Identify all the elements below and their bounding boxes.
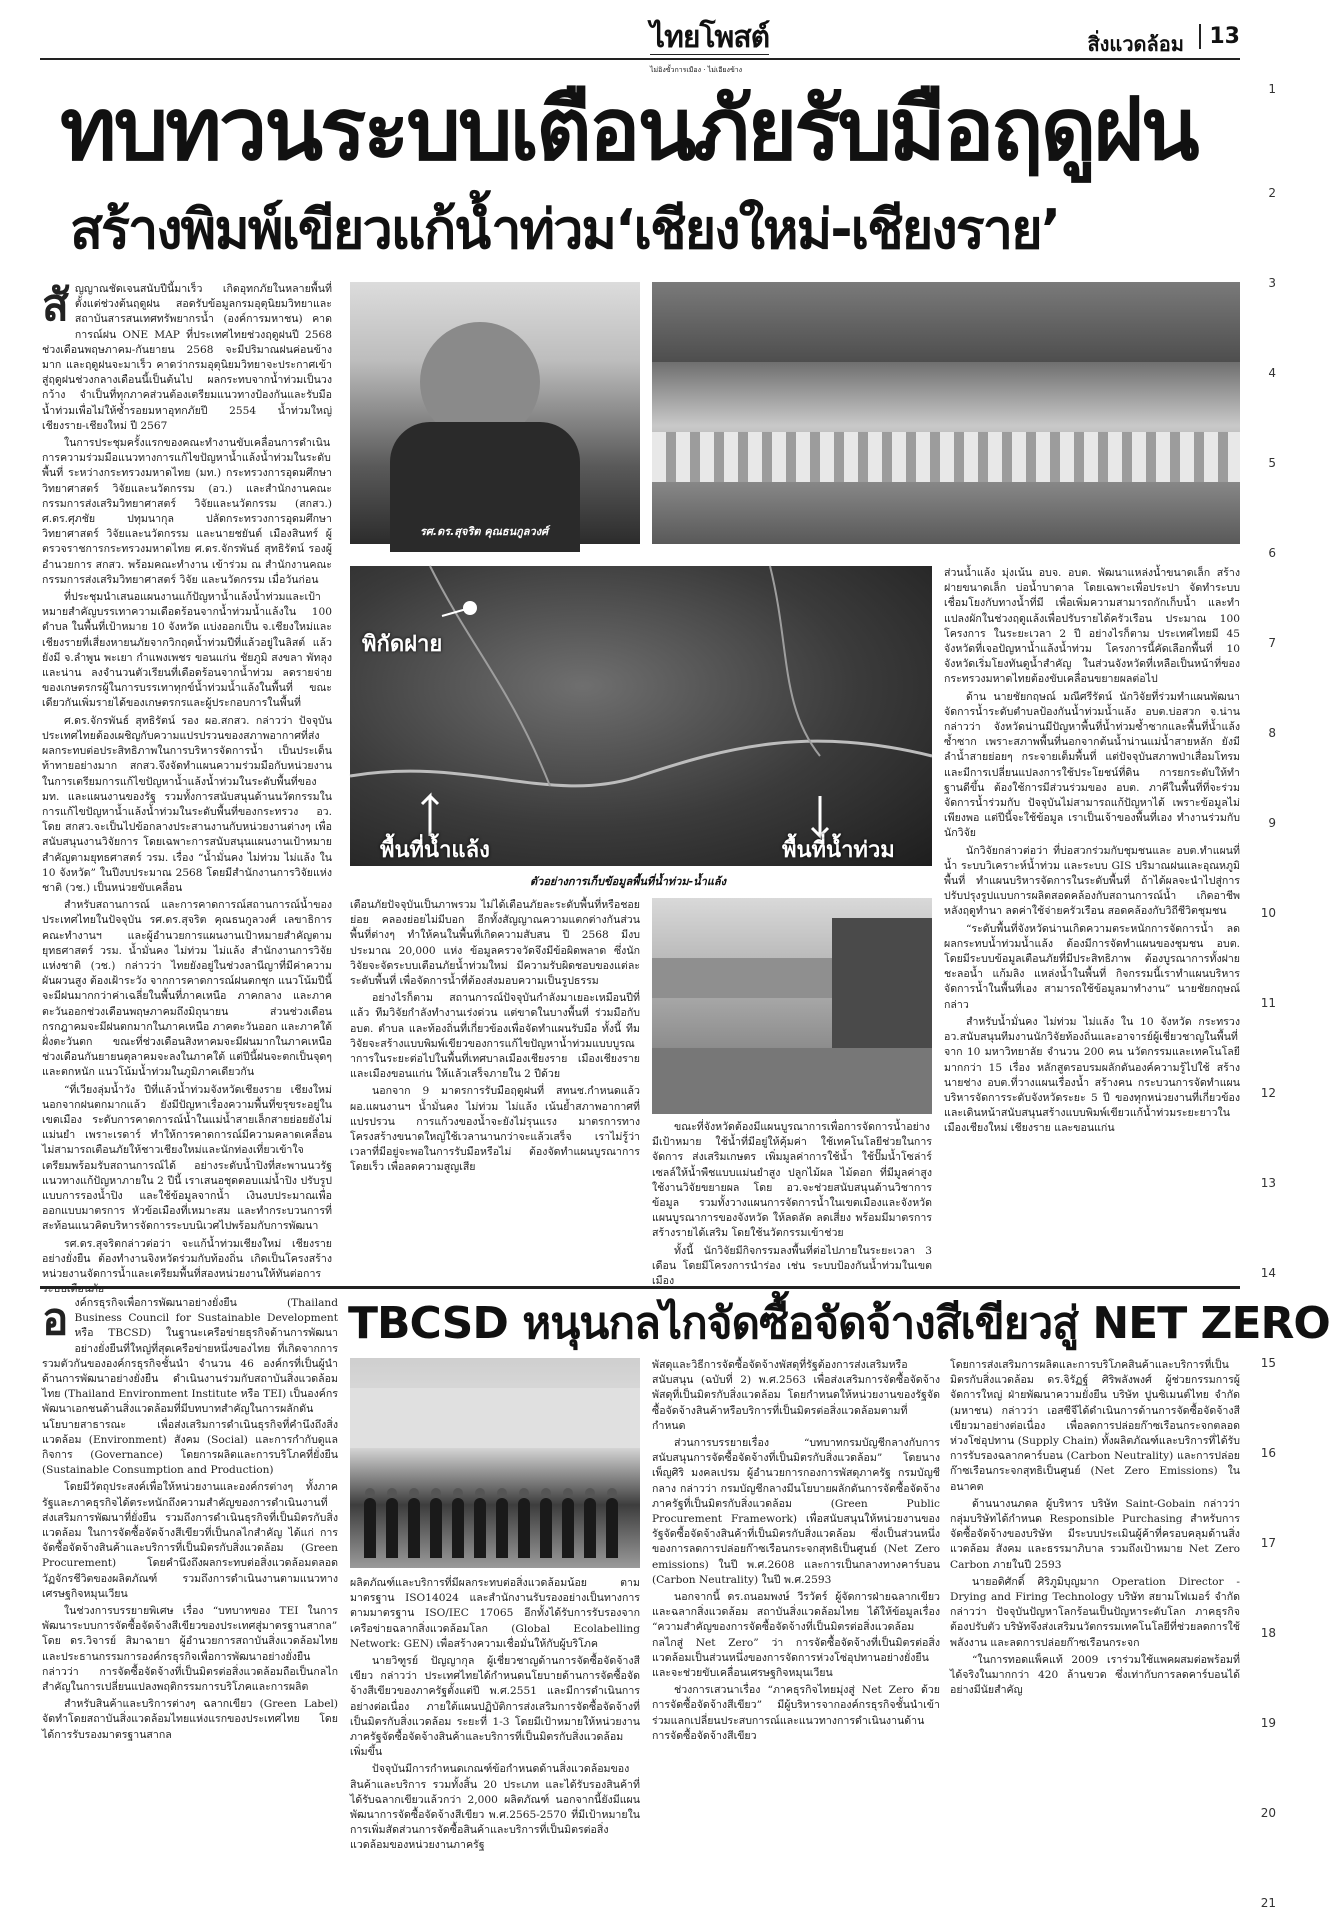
dropcap: สั — [42, 280, 69, 331]
page-number: 13 — [1199, 24, 1240, 49]
flood-water — [652, 1048, 932, 1114]
gutter-number: 7 — [1268, 636, 1276, 650]
group-photo — [350, 1358, 640, 1568]
paragraph: ส่วนการบรรยายเรื่อง “บทบาทกรมบัญชีกลางกับการสนับสนุนการจัดซื้อจัดจ้างที่เป็นมิตรกับสิ่งแวดล้อม” โดยนางเพ็ญศิริ มงคลเปรม ผู้อำนวยการกองการพัสดุภาครัฐ กรมบัญชีกลาง กล่าวว่า กรมบัญชีกลางมีนโยบายผลักดันการจัดซื้อจัดจ้างภาครัฐที่เป็นมิตรกับสิ่งแวดล้อม (Green Public Procurement Framework) เพื่อสนับสนุนให้หน่วยงานของรัฐจัดซื้อจัดจ้างสินค้าที่เป็นมิตรกับสิ่งแวดล้อม ซึ่งเป็นส่วนหนึ่งของการลดการปล่อยก๊าซเรือนกระจกสุทธิเป็นศูนย์ (Net Zero emissions) ในปี พ.ศ.2608 และการเป็นกลางทางคาร์บอน (Carbon Neutrality) ในปี พ.ศ.2593 — [652, 1437, 940, 1586]
article1-column-4 — [944, 566, 1240, 1282]
paragraph: อย่างไรก็ตาม สถานการณ์ปัจจุบันกำลังมาเยอะเหมือนปีที่แล้ว ทีมวิจัยกำลังทำงานเร่งด่วน แต่ขาดในบางพื้นที่ ร่วมมือกับ อบต. ตำบล และท้องถิ่นที่เกี่ยวข้องเพื่อจัดทำแผนรับมือ ทั้งนี้ ทีมวิจัยจะสร้างแบบพิมพ์เขียวของการแก้ไขปัญหาน้ำท่วมแบบบูรณาการในระยะต่อไปในพื้นที่เทศบาลเมืองเชียงราย เมืองเชียงราย และเมืองขอนแก่น ให้แล้วเสร็จภายใน 2 ปีด้วย — [350, 992, 640, 1081]
newspaper-logo — [650, 20, 770, 74]
gutter-number: 13 — [1260, 1176, 1276, 1190]
masthead — [40, 20, 1240, 74]
article-divider — [40, 1286, 1240, 1289]
gutter-number: 19 — [1260, 1716, 1276, 1730]
gutter-number: 15 — [1260, 1356, 1276, 1370]
gutter-number: 14 — [1260, 1266, 1276, 1280]
flooded-town-photo — [652, 898, 932, 1114]
paragraph: ที่ประชุมนำเสนอแผนงานแก้ปัญหาน้ำแล้งน้ำท่วมและเป้าหมายสำคัญบรรเทาความเดือดร้อนจากน้ำท่วมน้ำแล้งใน 100 ตำบล ในพื้นที่เป้าหมาย 10 จังหวัด แบ่งออกเป็น จ.เชียงใหม่และเชียงรายที่เสี่ยงหายนภัยจากวิกฤตน้ำท่วมปีที่แล้วอยู่ในลิสต์ แล้วยังมี จ.ลำพูน พะเยา กำแพงเพชร ขอนแก่น ชัยภูมิ สงขลา พัทลุง และน่าน ลงจำนวนตัวเรียนที่เดือดร้อนจากน้ำท่วม ลดรายจ่ายของเกษตรกรผู้ในการบรรเทาทุกข์น้ำท่วมน้ำแล้งในพื้นที่ ขณะเดียวกันเพิ่มรายได้ของเกษตรกรและผู้ประกอบการในพื้นที่ — [42, 591, 332, 710]
logo-text: ไทยโพสต์ — [650, 20, 770, 55]
tributary-line — [430, 566, 550, 786]
paragraph: นอกจาก 9 มาตรการรับมือฤดูฝนที่ สทนช.กำหนดแล้ว ผอ.แผนงานฯ น้ำมั่นคง ไม่ท่วม ไม่แล้ง เน้นย้ำสภาพอากาศที่แปรปรวน การแก้วงของน้ำจะยังไม่รุนแรง มาตรการทางโครงสร้างขนาดใหญ่ใช้เวลานานกว่าจะแล้วเสร็จ เราไม่รู้ว่าเวลาที่มีอยู่จะพอในการรับมือหรือไม่ ต้องจัดทำแผนบูรณาการโดยเร็ว เพื่อลดความสูญเสีย — [350, 1085, 640, 1174]
article2-column-2 — [350, 1576, 640, 1912]
article2-column-1 — [42, 1296, 338, 1912]
paragraph: ด้านนางนภดล ผู้บริหาร บริษัท Saint-Gobain กล่าวว่า กลุ่มบริษัทได้กำหนด Responsible Purchasing สำหรับการจัดซื้อจัดจ้างของบริษัท มีระบบประเมินผู้ค้าที่ครอบคลุมด้านสิ่งแวดล้อม สังคม และธรรมาภิบาล รวมถึงเป้าหมาย Net Zero Carbon ภายในปี 2593 — [950, 1497, 1240, 1571]
person-shape — [408, 1498, 420, 1558]
backdrop-banner — [350, 1388, 640, 1448]
paragraph: โดยการส่งเสริมการผลิตและการบริโภคสินค้าและบริการที่เป็นมิตรกับสิ่งแวดล้อม ดร.จิรัฏฐ์ ศิริพลังพงศ์ ผู้ช่วยกรรมการผู้จัดการใหญ่ ฝ่ายพัฒนาความยั่งยืน บริษัท ปูนซิเมนต์ไทย จำกัด (มหาชน) กล่าวว่า เอสซีจีได้ดำเนินการด้านการจัดซื้อจัดจ้างสีเขียวมาอย่างต่อเนื่อง เพื่อลดการปล่อยก๊าซเรือนกระจกตลอดห่วงโซ่อุปทาน (Supply Chain) ทั้งผลิตภัณฑ์และบริการที่ได้รับการรับรองฉลากคาร์บอน (Carbon Neutrality) และการปล่อยก๊าซเรือนกระจกสุทธิเป็นศูนย์ (Net Zero Emissions) ในอนาคต — [950, 1359, 1240, 1493]
gutter-number: 1 — [1268, 82, 1276, 96]
photo-caption: รศ.ดร.สุจริต คุณธนกูลวงศ์ — [420, 525, 549, 538]
paragraph: ทั้งนี้ นักวิจัยมีกิจกรรมลงพื้นที่ต่อไปภายในระยะเวลา 3 เดือน โดยมีโครงการนำร่อง เช่น ระบบป้องกันน้ำท่วมในเขตเมือง — [652, 1244, 932, 1288]
gutter-number: 2 — [1268, 186, 1276, 200]
paragraph: ขณะที่จังหวัดต้องมีแผนบูรณาการเพื่อการจัดการน้ำอย่างมีเป้าหมาย ใช้น้ำที่มีอยู่ให้คุ้มค่า ใช้เทคโนโลยีช่วยในการจัดการ ส่งเสริมเกษตร เพิ่มมูลค่าการใช้น้ำ ใช้ปั๊มน้ำโซล่าร์เซลล์ให้น้ำพืชแบบแม่นยำสูง ปลูกไม้ผล ไม้ดอก ที่มีมูลค่าสูง ใช้งานวิจัยขยายผล โดย อว.จะช่วยสนับสนุนด้านวิชาการ ข้อมูล รวมทั้งวางแผนการจัดการน้ำในเขตเมืองและจังหวัดแผนบูรณาการของจังหวัด ให้ลดลัด ลดเสี่ยง พร้อมมีมาตรการสร้างรายได้เสริม โดยใช้นวัตกรรมเข้าช่วย — [652, 1121, 932, 1240]
gutter-number: 16 — [1260, 1446, 1276, 1460]
dropcap: อ — [42, 1294, 69, 1345]
paragraph: “ในการทอดแพ็คแท้ 2009 เราร่วมใช้แพคผสมต่อพร้อมที่ได้จริงในมากกว่า 420 ล้านขวด ซึ่งเท่ากับการลดคาร์บอนได้อย่างมีนัยสำคัญ — [950, 1653, 1240, 1697]
paragraph: ปัจจุบันมีการกำหนดเกณฑ์ข้อกำหนดด้านสิ่งแวดล้อมของสินค้าและบริการ รวมทั้งสิ้น 20 ประเภท และได้รับรองสินค้าที่ได้รับฉลากเขียวแล้วกว่า 2,000 ผลิตภัณฑ์ นอกจากนี้ยังมีแผนพัฒนาการจัดซื้อจัดจ้างสีเขียว พ.ศ.2565-2570 ที่มีเป้าหมายในการเพิ่มสัดส่วนการจัดซื้อสินค้าและบริการที่เป็นมิตรต่อสิ่งแวดล้อมของหน่วยงานภาครัฐ — [350, 1763, 640, 1852]
tributary-line — [770, 566, 820, 756]
paragraph: สำหรับสินค้าและบริการต่างๆ ฉลากเขียว (Green Label) จัดทำโดยสถาบันสิ่งแวดล้อมไทยแห่งแรกของประเทศไทย โดยได้การรับรองมาตรฐานสากล — [42, 1698, 338, 1741]
paragraph: “ที่เวียงลุ่มน้ำวัง ปีที่แล้วน้ำท่วมจังหวัดเชียงราย เชียงใหม่ นอกจากฝนตกมากแล้ว ยังมีปัญหาเรื่องความพื้นที่ขรุขระอยู่ในเขตเมือง ระดับการคาดการณ์น้ำในแม่น้ำสายเล็กสายย่อยยังไม่แม่นยำ เพราะเรดาร์ ทำให้การคาดการณ์มีความคลาดเคลื่อน ไม่สามารถเตือนภัยให้ชาวเชียงใหม่และนักท่องเที่ยวเข้าใจ เตรียมพร้อมรับสถานการณ์ได้ อย่างระดับน้ำปิงที่สะพานนวรัฐ แนวทางแก้ปัญหาภายใน 2 ปีนี้ เราเสนอชุดตอบแม่น้ำปิง ปรับรูปแบบการรองน้ำปิง และใช้ข้อมูลจากน้ำ เงินงบประมาณเพื่อออกแบบมาตรการ หัวข้อเมืองที่เหมาะสม และทำกระบวนการที่สะท้อนแนวคิดบริหารจัดการระบบนิเวศไปพร้อมกับการพัฒนา — [42, 1083, 332, 1233]
person-shape — [518, 1498, 530, 1558]
up-arrow-icon — [422, 796, 438, 836]
article1-column-3 — [652, 1120, 932, 1288]
tree-line — [652, 282, 1240, 362]
person-shape — [496, 1498, 508, 1558]
person-shape — [364, 1498, 376, 1558]
gutter-number: 8 — [1268, 726, 1276, 740]
paragraph: นอกจากนี้ ดร.ถนอมพงษ์ วีรวัตร์ ผู้จัดการฝ่ายฉลากเขียวและฉลากสิ่งแวดล้อม สถาบันสิ่งแวดล้อมไทย ได้ให้ข้อมูลเรื่อง “ความสำคัญของการจัดซื้อจัดจ้างที่เป็นมิตรต่อสิ่งแวดล้อม กลไกสู่ Net Zero” ว่า การจัดซื้อจัดจ้างที่เป็นมิตรต่อสิ่งแวดล้อมเป็นส่วนหนึ่งของการจัดการห่วงโซ่อุปทานอย่างยั่งยืน และจะช่วยขับเคลื่อนเศรษฐกิจหมุนเวียน — [652, 1591, 940, 1680]
speaker-photo — [350, 282, 640, 544]
map-caption: ตัวอย่างการเก็บข้อมูลพื้นที่น้ำท่วม-น้ำแล้ง — [530, 875, 727, 888]
person-shape — [452, 1498, 464, 1558]
person-shape — [584, 1498, 596, 1558]
river-photo — [652, 282, 1240, 544]
gutter-number: 10 — [1260, 906, 1276, 920]
paragraph: พัสดุและวิธีการจัดซื้อจัดจ้างพัสดุที่รัฐต้องการส่งเสริมหรือสนับสนุน (ฉบับที่ 2) พ.ศ.2563 เพื่อส่งเสริมการจัดซื้อจัดจ้างพัสดุที่เป็นมิตรกับสิ่งแวดล้อม โดยกำหนดให้หน่วยงานของรัฐจัดซื้อจัดจ้างสินค้าหรือบริการที่เป็นมิตรต่อสิ่งแวดล้อมตามที่กำหนด — [652, 1359, 940, 1432]
location-pin-icon — [463, 601, 477, 615]
article1-column-1 — [42, 280, 332, 1296]
paragraph: ในช่วงการบรรยายพิเศษ เรื่อง “บทบาทของ TEI ในการพัฒนาระบบการจัดซื้อจัดจ้างสีเขียวของประเทศสู่มาตรฐานสากล” โดย ดร.วิจารย์ สิมาฉายา ผู้อำนวยการสถาบันสิ่งแวดล้อมไทย และประธานกรรมการองค์กรธุรกิจเพื่อการพัฒนาอย่างยั่งยืน กล่าวว่า การจัดซื้อจัดจ้างที่เป็นมิตรต่อสิ่งแวดล้อมถือเป็นกลไกสำคัญในการเปลี่ยนแปลงพฤติกรรมการบริโภคและการผลิต — [42, 1605, 338, 1694]
article1-column-2 — [350, 898, 640, 1282]
paragraph: รศ.ดร.สุจริตกล่าวต่อว่า จะแก้น้ำท่วมเชียงใหม่ เชียงรายอย่างยั่งยืน ต้องทำงานจิงหวัดร่วมกับท้องถิ่น เกิดเป็นโครงสร้างหน่วยงานจัดการน้ำและเตรียมพื้นที่สองหน่วยงานให้ทันต่อการระบบเตือนภัย — [42, 1237, 332, 1296]
gutter-number: 18 — [1260, 1626, 1276, 1640]
river-line — [350, 741, 932, 786]
paragraph: ศ.ดร.จักรพันธ์ สุทธิรัตน์ รอง ผอ.สกสว. กล่าวว่า ปัจจุบันประเทศไทยต้องเผชิญกับความแปรปรวนของสภาพอากาศที่ส่งผลกระทบต่อประสิทธิภาพในการบริหารจัดการน้ำ เป็นประเด็นท้าทายอย่างมาก สกสว.จึงจัดทำแผนความร่วมมือกับหน่วยงานในการเตรียมการแก้ไขปัญหาน้ำแล้งน้ำท่วมในระดับพื้นที่ของ มท. และแผนงานของรัฐ รวมทั้งการสนับสนุนด้านนวัตกรรมในการแก้ไขปัญหาน้ำแล้งน้ำท่วมในระดับพื้นที่ของกระทรวง อว. โดย สกสว.จะเป็นไปข้อกลางประสานงานกับหน่วยงานต่างๆ เพื่อสนับสนุนงานวิจัยการ โดยเฉพาะการสนับสนุนแผนงานเป้าหมายสำคัญตามยุทธศาสตร์ วรม. เรื่อง “น้ำมั่นคง ไม่ท่วม ไม่แล้ง ใน 10 จังหวัด” ในปีงบประมาณ 2568 โดยมีสำนักงานการวิจัยแห่งชาติ (วช.) เป็นหน่วยขับเคลื่อน — [42, 714, 332, 894]
paragraph: ช่วงการเสวนาเรื่อง “ภาคธุรกิจไทยมุ่งสู่ Net Zero ด้วยการจัดซื้อจัดจ้างสีเขียว” มีผู้บริหารจากองค์กรธุรกิจชั้นนำเข้าร่วมแลกเปลี่ยนประสบการณ์และแนวทางการดำเนินงานด้านการจัดซื้อจัดจ้างสีเขียว — [652, 1684, 940, 1742]
gutter-number: 9 — [1268, 816, 1276, 830]
article-subhead: สร้างพิมพ์เขียวแก้น้ำท่วม‘เชียงใหม่-เชียงราย’ — [70, 198, 1060, 261]
section-name: สิ่งแวดล้อม — [1087, 32, 1184, 56]
paragraph: สำหรับน้ำมั่นคง ไม่ท่วม ไม่แล้ง ใน 10 จังหวัด กระทรวง อว.สนับสนุนทีมงานนักวิจัยท้องถิ่นและอาจารย์ผู้เชี่ยวชาญในพื้นที่จาก 10 มหาวิทยาลัย จำนวน 200 คน นวัตกรรมและเทคโนโลยีมากกว่า 15 เรื่อง หลักสูตรอบรมผลักดันองค์ความรู้ไปใช้ สร้างนายช่าง อบต.ที่วางแผนเรื่องน้ำ สร้างคน กระบวนการจัดทำแผนบริหารจัดการระดับจังหวัดระยะ 5 ปี ของทุกหน่วยงานที่เกี่ยวข้อง และเดินหน้าสนับสนุนสร้างแบบพิมพ์เขียวแก้น้ำท่วมระยะยาวในเมืองเชียงใหม่ เชียงราย และขอนแก่น — [944, 1015, 1240, 1135]
gutter-number: 4 — [1268, 366, 1276, 380]
paragraph: สำหรับสถานการณ์ และการคาดการณ์สถานการณ์น้ำของประเทศไทยในปัจจุบัน รศ.ดร.สุจริต คุณธนกูลวงศ์ เลขาธิการคณะทำงานฯ และผู้อำนวยการแผนงานเป้าหมายสำคัญตามยุทธศาสตร์ วรม. น้ำมั่นคง ไม่ท่วม ไม่แล้ง สำนักงานการวิจัยแห่งชาติ (วช.) กล่าวว่า ไทยยังอยู่ในช่วงลานีญาที่มีค่าความผันผวนสูง ต้องเฝ้าระวัง จากการคาดการณ์ฝนตกชุก แนวโน้มปีนี้จะมีฝนมากกว่าค่าเฉลี่ยในพื้นที่ภาคเหนือ ภาคกลาง และภาคตะวันออกช่วงเดือนพฤษภาคมถึงมิถุนายน ส่วนช่วงเดือนกรกฎาคมจะมีฝนตกมากในภาคเหนือ ภาคตะวันออก และภาคใต้ฝั่งตะวันตก ขณะที่ช่วงเดือนสิงหาคมจะมีฝนมากในภาคเหนือ ช่วงเดือนกันยายนตุลาคมจะลงในภาคใต้ แต่ปีนี้ฝนจะตกเป็นจุดๆ และตกหนัก แนวโน้มน้ำท่วมในภูมิภาคเดียวกัน — [42, 899, 332, 1079]
map-label-flood: พื้นที่น้ำท่วม — [782, 838, 895, 863]
gutter-number: 20 — [1260, 1806, 1276, 1820]
paragraph: นักวิจัยกล่าวต่อว่า ที่บ่อสวกร่วมกับชุมชนและ อบต.ทำแผนที่น้ำ ระบบวิเคราะห์น้ำท่วม และระบบ GIS ปริมาณฝนและอุณหภูมิพื้นที่ ทำแผนบริหารจัดการในระดับพื้นที่ ถ้าได้ผลจะนำไปสู่การปรับปรุงรูปแบบการผลิตสอดคล้องกับสถานการณ์น้ำ เกิดอาชีพหลังฤดูทำนา ลดค่าใช้จ่ายครัวเรือน สอดคล้องกับวิถีชีวิตชุมชน — [944, 844, 1240, 918]
flood-drought-map — [350, 566, 932, 866]
article2-column-3 — [652, 1358, 940, 1912]
person-shape — [474, 1498, 486, 1558]
gutter-number: 6 — [1268, 546, 1276, 560]
paragraph: นายอดิศักดิ์ ศิริภูมิบุญมาก Operation Director - Drying and Firing Technology บริษัท สยามโฟเมอร์ จำกัด กล่าวว่า ปัจจุบันปัญหาโลกร้อนเป็นปัญหาระดับโลก ภาคธุรกิจต้องปรับตัว บริษัทจึงส่งเสริมนวัตกรรมเทคโนโลยีที่ช่วยลดการใช้พลังงาน และลดการปล่อยก๊าซเรือนกระจก — [950, 1575, 1240, 1649]
paragraph: งค์กรธุรกิจเพื่อการพัฒนาอย่างยั่งยืน (Thailand Business Council for Sustainable Development หรือ TBCSD) ในฐานะเครือข่ายธุรกิจด้านการพัฒนาอย่างยั่งยืนที่ใหญ่ที่สุดเครือข่ายหนึ่งของไทย ที่เกิดจากการรวมตัวกันขององค์กรธุรกิจชั้นนำ จำนวน 46 องค์กรที่เป็นผู้นำด้านการพัฒนาอย่างยั่งยืน ดำเนินงานร่วมกับสถาบันสิ่งแวดล้อมไทย (Thailand Environment Institute หรือ TEI) เป็นองค์กรพัฒนาเอกชนด้านสิ่งแวดล้อมที่มีบทบาทสำคัญในการผลักดันนโยบายสาธารณะ เพื่อส่งเสริมการดำเนินธุรกิจที่คำนึงถึงสิ่งแวดล้อม (Environment) สังคม (Social) และการกำกับดูแลกิจการ (Governance) โดยการผลิตและการบริโภคที่ยั่งยืน (Sustainable Consumption and Production) — [42, 1297, 338, 1477]
logo-tagline: ไม่อิงขั้วการเมือง · ไม่เอียงข้าง — [650, 66, 743, 74]
rapids-water — [652, 432, 1240, 482]
gutter-number: 5 — [1268, 456, 1276, 470]
paragraph: ในการประชุมครั้งแรกของคณะทำงานขับเคลื่อนการดำเนินการความร่วมมือแนวทางการแก้ไขปัญหาน้ำแล้งน้ำท่วมในระดับพื้นที่ ระหว่างกระทรวงมหาดไทย (มท.) กระทรวงการอุดมศึกษา วิทยาศาสตร์ วิจัยและนวัตกรรม (อว.) และสำนักงานคณะกรรมการส่งเสริมวิทยาศาสตร์ วิจัยและนวัตกรรม (สกสว.) ศ.ดร.ศุภชัย ปทุมนากุล ปลัดกระทรวงการอุดมศึกษา วิทยาศาสตร์ วิจัยและนวัตกรรม และนายชยันต์ เมืองสินทร์ ผู้ตรวจราชการกระทรวงมหาดไทย ศ.ดร.จักรพันธ์ สุทธิรัตน์ รองผู้อำนวยการ สกสว. พร้อมคณะทำงาน เข้าร่วม ณ สำนักงานคณะกรรมการส่งเสริมวิทยาศาสตร์ วิจัย และนวัตกรรม เมื่อวันก่อน — [42, 437, 332, 586]
person-shape — [430, 1498, 442, 1558]
person-shape — [562, 1498, 574, 1558]
down-arrow-icon — [812, 796, 828, 836]
paragraph: ด้าน นายชัยกฤษณ์ มณีศรีรัตน์ นักวิจัยที่ร่วมทำแผนพัฒนาจัดการน้ำระดับตำบลป้องกันน้ำท่วมน้ำแล้ง อบต.บ่อสวก จ.น่าน กล่าวว่า จังหวัดน่านมีปัญหาพื้นที่น้ำท่วมซ้ำซากและพื้นที่น้ำแล้งซ้ำซาก เพราะสภาพพื้นที่นอกจากต้นน้ำน่านแม่น้ำสายหลัก ยังมีลำน้ำสายย่อยๆ กระจายเต็มพื้นที่ แต่ปัจจุบันสภาพป่าเสื่อมโทรมและมีการเปลี่ยนแปลงการใช้ประโยชน์ที่ดิน การยกระดับให้ทำฐานดีขึ้น ต้องใช้การมีส่วนร่วมของ อบต. ภาคีในพื้นที่ที่จะร่วมจัดการน้ำร่วมกับ ปัจจุบันไม่สามารถแก้ปัญหาได้ เพราะข้อมูลไม่เพียงพอ แต่ปีนี้จะใช้ข้อมูล เราเป็นเจ้าของพื้นที่เอง ทำงานร่วมกับนักวิจัย — [944, 690, 1240, 840]
gutter-number: 12 — [1260, 1086, 1276, 1100]
gutter-number: 3 — [1268, 276, 1276, 290]
paragraph: เตือนภัยปัจจุบันเป็นภาพรวม ไม่ได้เตือนภัยละระดับพื้นที่หรือชอยย่อย คลองย่อยไม่มีบอก อีกทั้งสัญญาณความแตกต่างกันส่วนพื้นที่ต่างๆ ทำให้คนในพื้นที่เกิดความสับสน ปี 2568 มีงบประมาณ 20,000 แห่ง ข้อมูลครวจวัดจึงมีข้อผิดพลาด ซึ่งนักวิจัยจะจัดระบบเตือนภัยน้ำท่วมใหม่ มีความรับผิดชอบของแต่ละระดับพื้นที่ เพื่อจัดการน้ำที่ต้องส่งมอบความเป็นรูปธรรม — [350, 899, 640, 988]
gutter-number: 17 — [1260, 1536, 1276, 1550]
paragraph: ผลิตภัณฑ์และบริการที่มีผลกระทบต่อสิ่งแวดล้อมน้อย ตามมาตรฐาน ISO14024 และสำนักงานรับรองอย่างเป็นทางการตามมาตรฐาน ISO/IEC 17065 อีกทั้งได้รับการรับรองจากเครือข่ายฉลากสิ่งแวดล้อมโลก (Global Ecolabelling Network: GEN) เพื่อสร้างความเชื่อมั่นให้กับผู้บริโภค — [350, 1577, 640, 1650]
article2-headline: TBCSD หนุนกลไกจัดซื้อจัดจ้างสีเขียวสู่ NET ZERO — [348, 1298, 1330, 1349]
paragraph: “ระดับพื้นที่จังหวัดน่านเกิดความตระหนักการจัดการน้ำ ลดผลกระทบน้ำท่วมน้ำแล้ง ต้องมีการจัดทำแผนของชุมชน อบต. โดยมีระบบข้อมูลเตือนภัยที่มีประสิทธิภาพ ต้องบูรณาการทั้งฝายชะลอน้ำ แก้มลิง แหล่งน้ำในพื้นที่ กิจกรรมนี้เราทำแผนบริหารจัดการน้ำในพื้นที่เอง สามารถใช้ข้อมูลมาทำงาน” นายชัยกฤษณ์กล่าว — [944, 922, 1240, 1011]
person-shape — [386, 1498, 398, 1558]
person-shape — [606, 1498, 618, 1558]
map-rivers — [350, 566, 932, 866]
gutter-number: 11 — [1260, 996, 1276, 1010]
gutter-number: 21 — [1260, 1896, 1276, 1910]
article2-column-4 — [950, 1358, 1240, 1912]
paragraph: ส่วนน้ำแล้ง มุ่งเน้น อบจ. อบต. พัฒนาแหล่งน้ำขนาดเล็ก สร้างฝายขนาดเล็ก บ่อน้ำบาดาล โดยเฉพาะเพื่อประปา จัดทำระบบเชื่อมโยงกับทางน้ำที่มี เพื่อเพิ่มความสามารถกักเก็บน้ำ และทำแปลงผักในช่วงฤดูแล้งเพื่อปรับรายได้ครัวเรือน ประมาณ 100 โครงการ ในระยะเวลา 2 ปี อย่างไรก็ตาม ประเทศไทยมี 45 จังหวัดที่เจอปัญหาน้ำแล้งน้ำท่วม โครงการนี้คัดเลือกพื้นที่ 10 จังหวัดเริ่มโยงทันดูน้ำสำคัญ ในส่วนจังหวัดที่เหลือเป็นหน้าที่ของกระทรวงมหาดไทยต้องขับเคลื่อนขยายผลต่อไป — [944, 567, 1240, 686]
paragraph: ญญาณชัดเจนสนับปีนี้มาเร็ว เกิดอุทกภัยในหลายพื้นที่ตั้งแต่ช่วงต้นฤดูฝน สอดรับข้อมูลกรมอุตุนิยมวิทยาและสถาบันสารสนเทศทรัพยากรน้ำ (องค์การมหาชน) คาดการณ์ฝน ONE MAP ที่ประเทศไทยช่วงฤดูฝนปี 2568 ช่วงเดือนพฤษภาคม-กันยายน 2568 จะมีปริมาณฝนค่อนข้างมาก และฤดูฝนจะมาเร็ว คาดว่ากรมอุตุนิยมวิทยาจะประกาศเข้าสู่ฤดูฝนช่วงกลางเดือนนี้เป็นต้นไป ผลกระทบจากน้ำท่วมเป็นวงกว้าง จำเป็นที่ทุกภาคส่วนต้องเตรียมแนวทางป้องกันและรับมือน้ำท่วมเพื่อไม่ให้ซ้ำรอยมหาอุทกภัยปี 2554 น้ำท่วมใหญ่เชียงราย-เชียงใหม่ ปี 2567 — [42, 283, 332, 432]
map-label-weir: พิกัดฝาย — [362, 632, 443, 657]
person-shape — [540, 1498, 552, 1558]
article-headline: ทบทวนระบบเตือนภัยรับมือฤดูฝน — [60, 80, 1197, 180]
map-label-drought: พื้นที่น้ำแล้ง — [380, 838, 490, 863]
line-number-gutter — [1250, 0, 1280, 1920]
paragraph: นายวิฑูรย์ ปัญญากุล ผู้เชี่ยวชาญด้านการจัดซื้อจัดจ้างสีเขียว กล่าวว่า ประเทศไทยได้กำหนดนโยบายด้านการจัดซื้อจัดจ้างสีเขียวของภาครัฐตั้งแต่ปี พ.ศ.2551 และมีการดำเนินการอย่างต่อเนื่อง ภายใต้แผนปฏิบัติการส่งเสริมการจัดซื้อจัดจ้างที่เป็นมิตรกับสิ่งแวดล้อม ระยะที่ 1-3 โดยมีเป้าหมายให้หน่วยงานภาครัฐจัดซื้อจัดจ้างสินค้าและบริการที่เป็นมิตรกับสิ่งแวดล้อมเพิ่มขึ้น — [350, 1655, 640, 1759]
paragraph: โดยมีวัตถุประสงค์เพื่อให้หน่วยงานและองค์กรต่างๆ ทั้งภาครัฐและภาคธุรกิจได้ตระหนักถึงความสำคัญของการดำเนินงานที่ส่งเสริมการพัฒนาที่ยั่งยืน รวมถึงการดำเนินธุรกิจที่เป็นมิตรกับสิ่งแวดล้อม ในการจัดซื้อจัดจ้างสีเขียวที่เป็นกลไกสำคัญ ได้แก่ การจัดซื้อจัดจ้างสินค้าและบริการที่เป็นมิตรกับสิ่งแวดล้อม (Green Procurement) โดยคำนึงถึงผลกระทบต่อสิ่งแวดล้อมตลอดวัฏจักรชีวิตของผลิตภัณฑ์ รวมถึงการดำเนินงานตามแนวทางเศรษฐกิจหมุนเวียน — [42, 1481, 338, 1600]
